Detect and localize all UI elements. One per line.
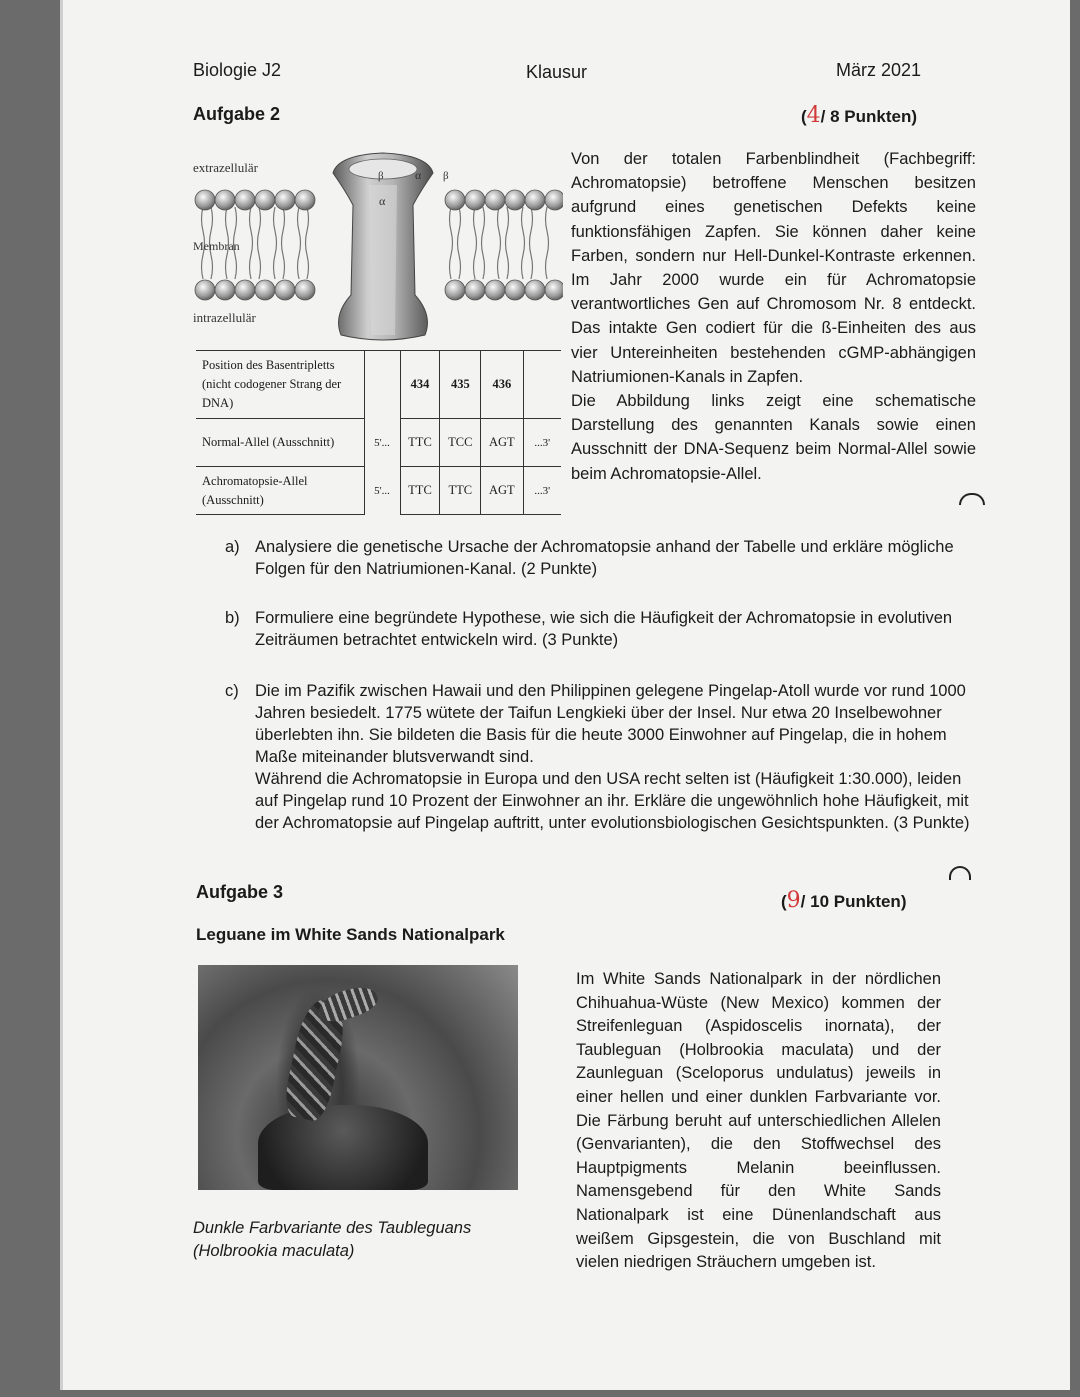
task3-score: [781, 888, 906, 913]
strand-end: ...3': [523, 419, 561, 467]
alpha-label-top: α: [415, 168, 422, 182]
date-label: März 2021: [836, 60, 922, 80]
photo-caption: [193, 1217, 471, 1263]
task3-heading: Aufgabe 3: [196, 882, 284, 902]
table-header-row: [196, 351, 561, 419]
photo-caption-line2: (Holbrookia maculata): [193, 1242, 355, 1260]
row-label-achromatopsia: Achromatopsie-Allel (Ausschnitt): [196, 467, 364, 515]
lizard-photo: [198, 965, 518, 1190]
codon-cell: TTC: [440, 467, 481, 515]
task3-score-open: (: [781, 892, 787, 911]
ion-channel-figure: [193, 145, 563, 345]
beta-label-right: β: [443, 170, 449, 182]
position-435: 435: [440, 351, 481, 419]
document-title: Klausur: [526, 62, 588, 82]
task3-text: Im White Sands Nationalpark in der nördlichen Chihuahua-Wüste (New Mexico) kommen der Streifenleguan (Aspidoscelis inornata), der Taubleguan (Holbrookia maculata) und der Zaunleguan (Sceloporus undulatus) jeweils in einer hellen und einer dunklen Farbvariante vor. Die Färbung beruht auf unterschiedlichen Allelen (Genvarianten), die den Stoffwechsel des Hauptpigments Melanin beeinflussen. Namensgebend für den White Sands Nationalpark ist eine Dünenlandschaft aus weißem Gipsgestein, die von Buschland mit vielen niedrigen Sträuchern umgeben ist.: [576, 970, 941, 1272]
task2-intro-p2: Die Abbildung links zeigt eine schematische Darstellung des genannten Kanals sowie einen Ausschnitt der DNA-Sequenz beim Normal-Allel sowie beim Achromatopsie-Allel.: [571, 392, 976, 483]
question-c-label: c): [225, 682, 239, 700]
codon-cell: AGT: [481, 419, 523, 467]
subject-label: Biologie J2: [193, 60, 282, 80]
dna-sequence-table: [196, 350, 561, 515]
rock-shape: [258, 1105, 428, 1190]
table-header-label: Position des Basentripletts (nicht codogener Strang der DNA): [196, 351, 364, 419]
exam-sheet: [60, 0, 1070, 1390]
task2-score-rest: / 8 Punkten): [820, 107, 918, 126]
strand-end: ...3': [523, 467, 561, 515]
position-436: 436: [481, 351, 523, 419]
codon-cell: TTC: [400, 419, 440, 467]
codon-cell: TTC: [400, 467, 440, 515]
question-a: [225, 536, 973, 580]
row-label-normal: Normal-Allel (Ausschnitt): [196, 419, 364, 467]
question-b-label: b): [225, 609, 240, 627]
task2-score-open: (: [801, 107, 807, 126]
strand-start: 5'...: [364, 467, 400, 515]
handwritten-mark: [959, 493, 985, 505]
strand-start: 5'...: [364, 419, 400, 467]
table-row: [196, 419, 561, 467]
question-b: [225, 607, 973, 651]
position-434: 434: [400, 351, 440, 419]
alpha-label-inner: α: [379, 194, 386, 208]
task3-subheading: Leguane im White Sands Nationalpark: [196, 925, 505, 944]
task2-heading: Aufgabe 2: [193, 104, 281, 124]
intracellular-label: intrazellulär: [193, 310, 256, 325]
extracellular-label: extrazellulär: [193, 160, 258, 175]
task3-score-rest: / 10 Punkten): [800, 892, 907, 911]
task2-score: [801, 103, 917, 128]
membrane-label: Membran: [193, 239, 240, 253]
question-a-label: a): [225, 538, 240, 556]
table-row: [196, 467, 561, 515]
question-c-text: Die im Pazifik zwischen Hawaii und den Philippinen gelegene Pingelap-Atoll wurde vor rund 1000 Jahren besiedelt. 1775 wütete der Taifun Lengkieki über der Insel. Nur etwa 20 Inselbewohner überlebten ihn. Sie bildeten die Basis für die heute 3000 Einwohner auf Pingelap, die in hohem Maße miteinander blutsverwandt sind.: [255, 682, 966, 766]
question-b-text: Formuliere eine begründete Hypothese, wie sich die Häufigkeit der Achromatopsie in evolutiven Zeiträumen betrachtet entwickeln wird. (3 Punkte): [255, 609, 953, 649]
codon-cell: TCC: [440, 419, 481, 467]
task2-intro: [571, 147, 976, 486]
task3-score-mark: 9: [786, 888, 801, 913]
question-c: [225, 680, 973, 834]
question-c-text2: Während die Achromatopsie in Europa und den USA recht selten ist (Häufigkeit 1:30.000), leiden auf Pingelap rund 10 Prozent der Einwohner an ihr. Erkläre die ungewöhnlich hohe Häufigkeit, mit der Achromatopsie auf Pingelap auftritt, unter evolutionsbiologischen Gesichtspunkten. (3 Punkte): [255, 770, 970, 832]
beta-label-left: β: [378, 170, 384, 182]
photo-caption-line1: Dunkle Farbvariante des Taubleguans: [193, 1219, 472, 1237]
task2-score-mark: 4: [806, 103, 821, 128]
question-a-text: Analysiere die genetische Ursache der Achromatopsie anhand der Tabelle und erkläre mögliche Folgen für den Natriumionen-Kanal. (2 Punkte): [255, 538, 954, 578]
lizard-head-shape: [315, 981, 381, 1028]
handwritten-mark: [949, 866, 971, 880]
task2-intro-p1: Von der totalen Farbenblindheit (Fachbegriff: Achromatopsie) betroffene Menschen besitzen aufgrund eines genetischen Defekts keine funktionsfähigen Zapfen. Sie können daher keine Farben, sondern nur Hell-Dunkel-Kontraste erkennen. Im Jahr 2000 wurde ein für Achromatopsie verantwortliches Gen auf Chromosom Nr. 8 entdeckt. Das intakte Gen codiert für die ß-Einheiten des aus vier Untereinheiten bestehenden cGMP-abhängigen Natriumionen-Kanals in Zapfen.: [571, 150, 976, 386]
codon-cell: AGT: [481, 467, 523, 515]
